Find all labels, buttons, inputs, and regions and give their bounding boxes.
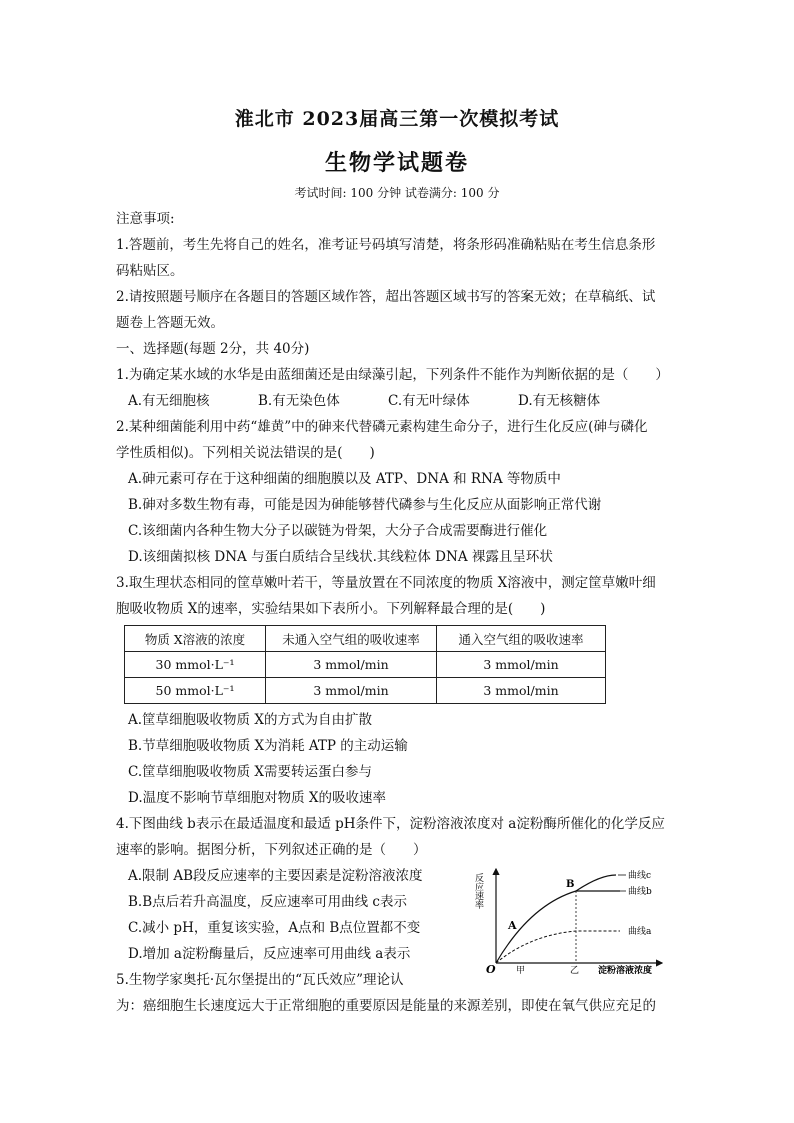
table-cell: 3 mmol/min [437, 652, 606, 678]
curve-a-label: 曲线a [628, 927, 652, 937]
q4-block [116, 863, 682, 975]
graph-origin-label: O [486, 963, 496, 975]
exam-meta: 考试时间: 100 分钟 试卷满分: 100 分 [294, 186, 500, 200]
table-cell: 50 mmol·L⁻¹ [125, 678, 266, 704]
q4-options [116, 863, 456, 967]
table-cell: 3 mmol/min [266, 652, 437, 678]
q4-option-b: B.B点后若升高温度，反应速率可用曲线 c表示 [128, 894, 407, 910]
exam-subtitle: 生物学试题卷 [324, 150, 469, 176]
curve-c-label: 曲线c [628, 871, 652, 881]
graph-y-label: 反应速率 [473, 873, 483, 909]
q4-rate-graph [470, 863, 670, 975]
q4-stem: 4.下图曲线 b表示在最适温度和最适 pH条件下，淀粉溶液浓度对 a淀粉酶所催化的化学反应 [116, 816, 665, 832]
q4-option-a: A.限制 AB段反应速率的主要因素是淀粉溶液浓度 [128, 868, 423, 884]
q4-stem: 速率的影响。据图分析，下列叙述正确的是（ ） [116, 842, 427, 858]
q1-options [116, 388, 682, 414]
q3-stem: 胞吸收物质 X的速率，实验结果如下表所小。下列解释最合理的是( ) [116, 601, 546, 617]
table-cell: 3 mmol/min [437, 678, 606, 704]
notes-heading: 注意事项: [116, 211, 175, 227]
q3-stem: 3.取生理状态相同的筐草嫩叶若干，等量放置在不同浓度的物质 X溶液中，测定筐草嫩叶细 [116, 575, 656, 591]
q1-option-c: C.有无叶绿体 [388, 393, 470, 409]
q2-option-b: B.砷对多数生物有毒，可能是因为砷能够替代磷参与生化反应从面影响正常代谢 [128, 497, 602, 513]
graph-x-mark-yi: 乙 [570, 966, 580, 975]
q2-stem: 2.某种细菌能利用中药“雄黄”中的砷来代替磷元素构建生命分子，进行生化反应(砷与磷化 [116, 419, 648, 435]
exam-body [116, 206, 682, 1019]
exam-title: 淮北市 2023届高三第一次模拟考试 [234, 108, 560, 130]
curve-b-label: 曲线b [628, 887, 652, 897]
point-a-label: A [508, 919, 517, 932]
table-header: 通入空气组的吸收速率 [437, 626, 606, 652]
table-row [125, 652, 606, 678]
table-header: 物质 X溶液的浓度 [125, 626, 266, 652]
q2-option-a: A.砷元素可存在于这种细菌的细胞膜以及 ATP、DNA 和 RNA 等物质中 [128, 471, 561, 487]
q5-stem: 5.生物学家奥托·瓦尔堡提出的“瓦氏效应”理论认 [116, 972, 404, 988]
q4-option-c: C.减小 pH，重复该实验，A点和 B点位置都不变 [128, 920, 421, 936]
q3-option-a: A.筐草细胞吸收物质 X的方式为自由扩散 [128, 712, 372, 728]
note-line: 码粘贴区。 [116, 263, 184, 279]
q1-option-d: D.有无核糖体 [518, 393, 601, 409]
q3-option-c: C.筐草细胞吸收物质 X需要转运蛋白参与 [128, 764, 373, 780]
table-row [125, 678, 606, 704]
table-cell: 3 mmol/min [266, 678, 437, 704]
curve-c [576, 875, 616, 891]
q1-option-a: A.有无细胞核 [128, 393, 210, 409]
q2-stem: 学性质相似)。下列相关说法错误的是( ) [116, 445, 375, 461]
note-line: 2.请按照题号顺序在各题目的答题区域作答，超出答题区域书写的答案无效；在草稿纸、试 [116, 289, 656, 305]
table-header-row [125, 626, 606, 652]
q5-stem: 为：癌细胞生长速度远大于正常细胞的重要原因是能量的来源差别，即使在氧气供应充足的 [116, 998, 656, 1014]
note-line: 1.答题前，考生先将自己的姓名，准考证号码填写清楚，将条形码准确粘贴在考生信息条形 [116, 237, 656, 253]
table-cell: 30 mmol·L⁻¹ [125, 652, 266, 678]
section-heading: 一、选择题(每题 2分，共 40分) [116, 341, 310, 357]
point-b-label: B [566, 879, 575, 890]
table-header: 未通入空气组的吸收速率 [266, 626, 437, 652]
q1-stem: 1.为确定某水域的水华是由蓝细菌还是由绿藻引起，下列条件不能作为判断依据的是（ ） [116, 367, 669, 383]
q1-option-b: B.有无染色体 [258, 393, 340, 409]
note-line: 题卷上答题无效。 [116, 315, 224, 331]
q3-option-b: B.节草细胞吸收物质 X为消耗 ATP 的主动运输 [128, 738, 408, 754]
q2-option-d: D.该细菌拟核 DNA 与蛋白质结合呈线状.其线粒体 DNA 裸露且呈环状 [128, 549, 553, 565]
graph-x-mark-jia: 甲 [516, 966, 526, 975]
q2-option-c: C.该细菌内各种生物大分子以碳链为骨架，大分子合成需要酶进行催化 [128, 523, 548, 539]
q4-option-d: D.增加 a淀粉酶量后，反应速率可用曲线 a表示 [128, 946, 411, 962]
q3-table [124, 625, 606, 704]
graph-x-label: 淀粉溶液浓度 [598, 966, 653, 975]
q3-option-d: D.温度不影响节草细胞对物质 X的吸收速率 [128, 790, 387, 806]
